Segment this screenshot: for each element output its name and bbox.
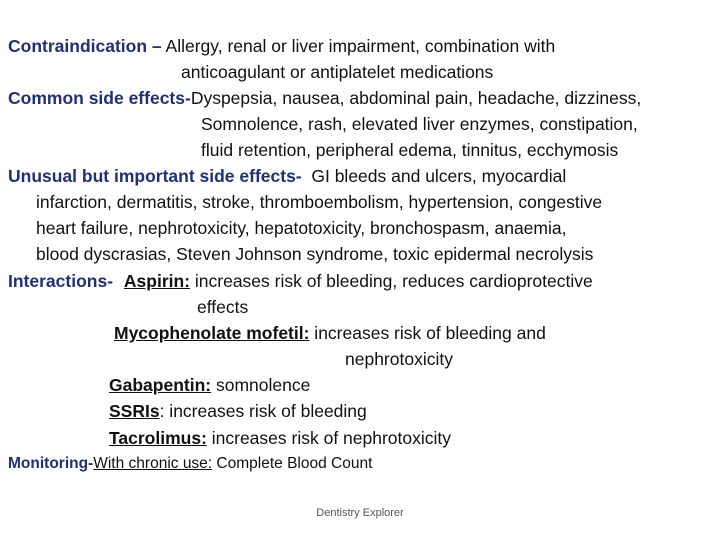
contraindication-line-2: anticoagulant or antiplatelet medications <box>181 62 494 82</box>
common-side-effects-heading: Common side effects- <box>8 88 191 108</box>
gabapentin-label: Gabapentin: <box>109 375 212 395</box>
unusual-side-effects-line-4: blood dyscrasias, Steven Johnson syndrome, toxic epidermal necrolysis <box>36 244 594 264</box>
contraindication-text-1: Allergy, renal or liver impairment, combination with <box>161 36 556 56</box>
gabapentin-text: somnolence <box>211 375 311 395</box>
unusual-side-effects-heading: Unusual but important side effects- <box>8 166 302 186</box>
common-side-effects-line-2: Somnolence, rash, elevated liver enzymes, constipation, <box>201 114 638 134</box>
aspirin-text-1: increases risk of bleeding, reduces cardioprotective <box>190 271 593 291</box>
unusual-side-effects-line-1 <box>8 163 566 189</box>
monitoring-line <box>8 451 372 477</box>
mycophenolate-text-2: nephrotoxicity <box>345 349 453 369</box>
tacrolimus-line <box>109 425 451 451</box>
tacrolimus-label: Tacrolimus: <box>109 428 207 448</box>
mycophenolate-label: Mycophenolate mofetil: <box>114 323 310 343</box>
ssri-label: SSRIs <box>109 401 160 421</box>
ssri-line <box>109 398 367 424</box>
footer-brand: Dentistry Explorer <box>316 507 404 519</box>
unusual-side-effects-line-2: infarction, dermatitis, stroke, thromboembolism, hypertension, congestive <box>36 192 603 212</box>
interactions-heading: Interactions- <box>8 271 114 291</box>
gabapentin-line <box>109 372 310 398</box>
common-side-effects-text-1: Dyspepsia, nausea, abdominal pain, headache, dizziness, <box>190 88 642 108</box>
tacrolimus-text: increases risk of nephrotoxicity <box>206 428 452 448</box>
common-side-effects-line-1 <box>8 85 641 111</box>
interactions-line-1 <box>8 268 593 294</box>
monitoring-text: Complete Blood Count <box>212 455 373 472</box>
ssri-text: : increases risk of bleeding <box>159 401 367 421</box>
contraindication-heading: Contraindication – <box>8 36 162 56</box>
common-side-effects-line-3: fluid retention, peripheral edema, tinnitus, ecchymosis <box>201 140 619 160</box>
mycophenolate-text-1: increases risk of bleeding and <box>309 323 546 343</box>
monitoring-label: With chronic use: <box>93 455 213 472</box>
unusual-side-effects-text-1: GI bleeds and ulcers, myocardial <box>301 166 567 186</box>
contraindication-line-1 <box>8 33 555 59</box>
aspirin-text-2: effects <box>197 297 249 317</box>
mycophenolate-line-1 <box>114 320 546 346</box>
monitoring-heading: Monitoring- <box>8 455 94 472</box>
aspirin-label: Aspirin: <box>123 271 191 291</box>
unusual-side-effects-line-3: heart failure, nephrotoxicity, hepatotoxicity, bronchospasm, anaemia, <box>36 218 567 238</box>
